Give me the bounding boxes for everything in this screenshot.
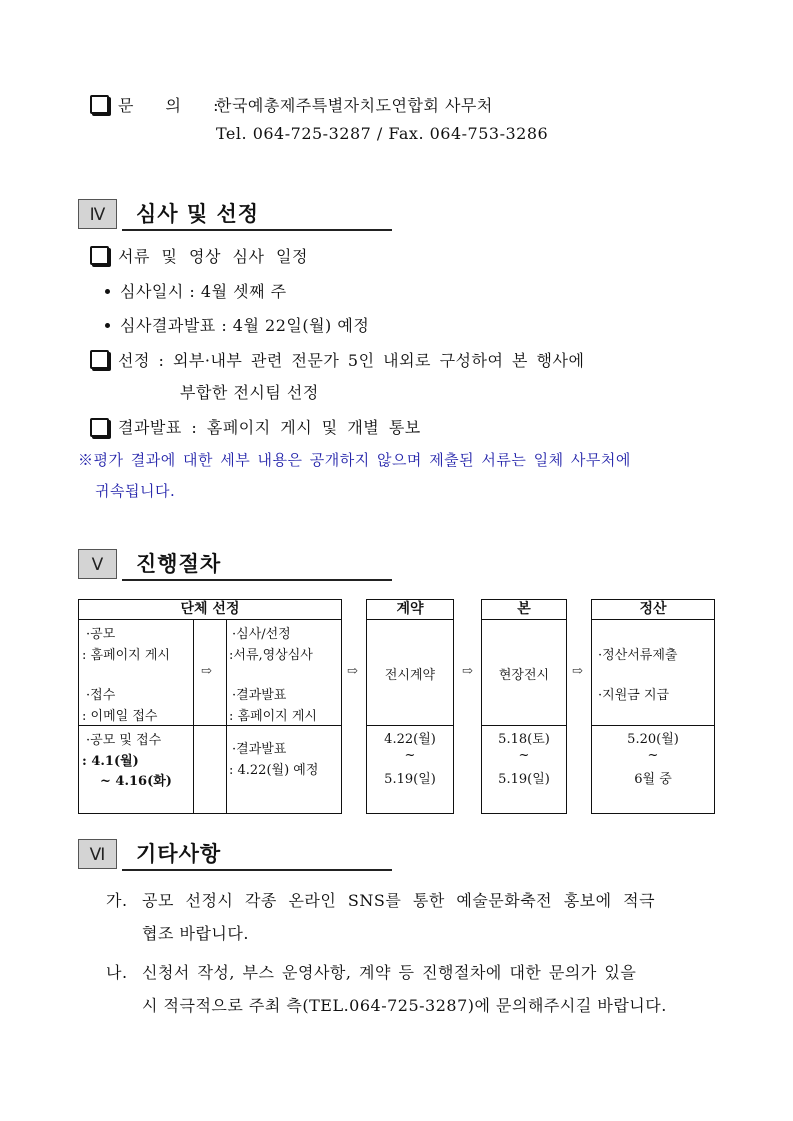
cell-text: ·접수 xyxy=(86,688,116,703)
cell-text: :서류,영상심사 xyxy=(229,648,313,663)
header-main: 본 xyxy=(481,599,567,620)
etc-item-b-line2: 시 적극적으로 주최 측(TEL.064-725-3287)에 문의해주시길 바랍니다. xyxy=(142,996,667,1015)
section-title: 기타사항 xyxy=(136,842,222,866)
item-marker: 가. xyxy=(106,891,128,910)
review-schedule: 서류 및 영상 심사 일정 xyxy=(118,247,308,266)
cell-text: ~ xyxy=(647,748,659,763)
section-underline xyxy=(122,229,392,231)
section-underline xyxy=(122,869,392,871)
divider xyxy=(481,725,567,726)
review-date: 심사일시 : 4월 셋째 주 xyxy=(120,282,287,301)
cell-text: : 이메일 접수 xyxy=(82,709,158,724)
inquiry-org: 한국예총제주특별자치도연합회 사무처 xyxy=(216,96,493,115)
cell-text: ·결과발표 xyxy=(232,742,287,757)
bullet-icon xyxy=(105,289,110,294)
cell-text: 5.18(토) xyxy=(498,732,550,747)
checkbox-icon xyxy=(90,246,109,265)
inquiry-label: 문 의 : xyxy=(118,96,219,115)
cell-text: ·지원금 지급 xyxy=(598,688,670,703)
cell-text: 현장전시 xyxy=(498,668,550,683)
cell-text: ·심사/선정 xyxy=(232,627,291,642)
cell-text: ·결과발표 xyxy=(232,688,287,703)
cell-text: ·공모 및 접수 xyxy=(86,733,162,748)
divider xyxy=(78,725,342,726)
selection-line2: 부합한 전시팀 선정 xyxy=(180,383,319,402)
section-underline xyxy=(122,579,392,581)
cell-text: ·정산서류제출 xyxy=(598,648,678,663)
checkbox-icon xyxy=(90,95,109,114)
cell-text: 6월 중 xyxy=(634,772,672,787)
cell-text: 5.19(일) xyxy=(384,772,436,787)
checkbox-icon xyxy=(90,418,109,437)
checkbox-icon xyxy=(90,350,109,369)
cell-text: : 홈페이지 게시 xyxy=(229,709,317,724)
cell-text: 5.20(월) xyxy=(627,732,679,747)
divider xyxy=(591,725,715,726)
cell-text: ~ xyxy=(518,748,530,763)
arrow-right-icon: ⇨ xyxy=(572,664,583,679)
cell-text: ~ xyxy=(404,748,416,763)
note-line1: ※평가 결과에 대한 세부 내용은 공개하지 않으며 제출된 서류는 일체 사무처에 xyxy=(78,451,631,469)
section-title: 진행절차 xyxy=(136,552,222,576)
inquiry-contact: Tel. 064-725-3287 / Fax. 064-753-3286 xyxy=(216,124,549,143)
note-line2: 귀속됩니다. xyxy=(95,482,176,500)
cell-text: : 홈페이지 게시 xyxy=(82,648,170,663)
selection-line1: 선정 : 외부·내부 관련 전문가 5인 내외로 구성하여 본 행사에 xyxy=(118,351,585,370)
bullet-icon xyxy=(105,323,110,328)
arrow-right-icon: ⇨ xyxy=(462,664,473,679)
result-announcement: 결과발표 : 홈페이지 게시 및 개별 통보 xyxy=(118,418,421,437)
cell-text: : 4.1(월) xyxy=(82,754,139,769)
etc-item-a-line1: 공모 선정시 각종 온라인 SNS를 통한 예술문화축전 홍보에 적극 xyxy=(142,891,656,910)
section-number: Ⅴ xyxy=(78,549,117,579)
cell-text: ~ 4.16(화) xyxy=(100,774,172,789)
header-group-selection: 단체 선정 xyxy=(78,599,342,620)
divider xyxy=(193,620,194,814)
etc-item-a-line2: 협조 바랍니다. xyxy=(142,924,249,943)
divider xyxy=(226,620,227,814)
header-settlement: 정산 xyxy=(591,599,715,620)
arrow-right-icon: ⇨ xyxy=(201,664,212,679)
arrow-right-icon: ⇨ xyxy=(347,664,358,679)
section-title: 심사 및 선정 xyxy=(136,202,260,226)
cell-text: 5.19(일) xyxy=(498,772,550,787)
cell-text: ·공모 xyxy=(86,627,116,642)
review-result-date: 심사결과발표 : 4월 22일(월) 예정 xyxy=(120,316,370,335)
header-contract: 계약 xyxy=(366,599,454,620)
cell-text: : 4.22(월) 예정 xyxy=(229,763,319,778)
etc-item-b-line1: 신청서 작성, 부스 운영사항, 계약 등 진행절차에 대한 문의가 있을 xyxy=(142,963,637,982)
cell-text: 전시계약 xyxy=(384,668,436,683)
divider xyxy=(366,725,454,726)
cell-text: 4.22(월) xyxy=(384,732,436,747)
section-number: Ⅳ xyxy=(78,199,117,229)
item-marker: 나. xyxy=(106,963,128,982)
section-number: Ⅵ xyxy=(78,839,117,869)
